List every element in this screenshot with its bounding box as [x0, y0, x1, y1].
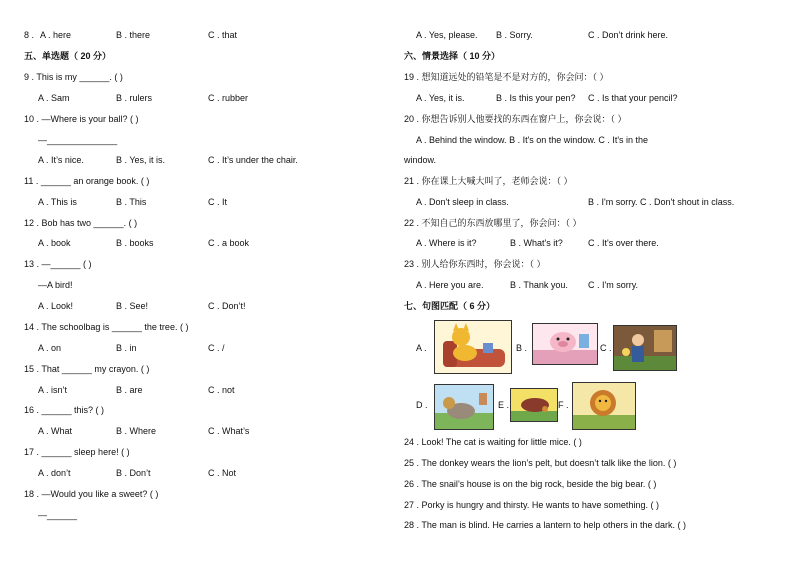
q11-option-a[interactable]: A . This is	[38, 197, 77, 207]
picture-e-bear-snail-image[interactable]	[510, 388, 558, 422]
q19-option-c[interactable]: C . Is that your pencil?	[588, 93, 678, 103]
q12-option-a[interactable]: A . book	[38, 238, 71, 248]
q10-option-c[interactable]: C . It’s under the chair.	[208, 155, 298, 165]
q14-option-a[interactable]: A . on	[38, 343, 62, 353]
q9-option-b[interactable]: B . rulers	[116, 93, 153, 103]
q16-text: 16 . ______ this? ( )	[24, 405, 105, 415]
q15-text: 15 . That ______ my crayon. ( )	[24, 364, 150, 374]
q21-option-a[interactable]: A . Don't sleep in class.	[416, 197, 509, 207]
donkey-illustration	[435, 385, 493, 429]
picture-a-cat-image[interactable]	[434, 320, 512, 374]
q18-answer-line: —______	[38, 510, 78, 520]
q16-option-a[interactable]: A . What	[38, 426, 73, 436]
q18-text: 18 . —Would you like a sweet? ( )	[24, 489, 159, 499]
q17-text: 17 . ______ sleep here! ( )	[24, 447, 130, 457]
q21-option-bc[interactable]: B . I'm sorry. C . Don't shout in class.	[588, 197, 735, 207]
q13-option-b[interactable]: B . See!	[116, 301, 149, 311]
picture-f-lion-image[interactable]	[572, 382, 636, 430]
q16-option-c[interactable]: C . What’s	[208, 426, 250, 436]
q9-option-c[interactable]: C . rubber	[208, 93, 249, 103]
q14-option-b[interactable]: B . in	[116, 343, 137, 353]
q23-text: 23 . 别人给你东西时，你会说：（ ）	[404, 259, 546, 269]
q12-text: 12 . Bob has two ______. ( )	[24, 218, 138, 228]
q9-option-a[interactable]: A . Sam	[38, 93, 70, 103]
q13-text: 13 . —______ ( )	[24, 259, 92, 269]
q18-option-c[interactable]: C . Don’t drink here.	[588, 30, 669, 40]
q8-option-a[interactable]: A . here	[40, 30, 72, 40]
q21-text: 21 . 你在课上大喊大叫了，老师会说：（ ）	[404, 176, 573, 186]
q8-option-b[interactable]: B . there	[116, 30, 151, 40]
section-7-heading: 七、句图匹配（ 6 分）	[404, 301, 496, 311]
lion-illustration	[573, 383, 635, 429]
q17-option-b[interactable]: B . Don’t	[116, 468, 151, 478]
q20-options-line[interactable]: A . Behind the window. B . It's on the window. C . It's in the	[416, 135, 649, 145]
cat-illustration	[435, 321, 511, 373]
picture-b-pig-image[interactable]	[532, 323, 598, 365]
q18-option-a[interactable]: A . Yes, please.	[416, 30, 478, 40]
picture-label-b: B .	[516, 343, 528, 353]
q22-option-c[interactable]: C . It's over there.	[588, 238, 659, 248]
q13-option-a[interactable]: A . Look!	[38, 301, 74, 311]
q11-text: 11 . ______ an orange book. ( )	[24, 176, 150, 186]
q20-text: 20 . 你想告诉别人他要找的东西在窗户上，你会说：（ ）	[404, 114, 627, 124]
bear-snail-illustration	[511, 389, 557, 421]
q17-option-c[interactable]: C . Not	[208, 468, 237, 478]
q9-text: 9 . This is my ______. ( )	[24, 72, 123, 82]
q22-text: 22 . 不知自己的东西放哪里了，你会问：（ ）	[404, 218, 582, 228]
picture-c-man-lantern-image[interactable]	[613, 325, 677, 371]
q14-text: 14 . The schoolbag is ______ the tree. ( )	[24, 322, 189, 332]
q15-option-a[interactable]: A . isn’t	[38, 385, 68, 395]
section-6-heading: 六、情景选择（ 10 分）	[404, 51, 501, 61]
q13-option-c[interactable]: C . Don’t!	[208, 301, 246, 311]
q24-text: 24 . Look! The cat is waiting for little mice. ( )	[404, 437, 582, 447]
picture-label-a: A .	[416, 343, 427, 353]
q19-option-a[interactable]: A . Yes, it is.	[416, 93, 465, 103]
picture-label-e: E .	[498, 400, 510, 410]
q26-text: 26 . The snail’s house is on the big rock, beside the big bear. ( )	[404, 479, 657, 489]
picture-label-f: F .	[558, 400, 569, 410]
q28-text: 28 . The man is blind. He carries a lantern to help others in the dark. ( )	[404, 520, 686, 530]
section-5-heading: 五、单选题（ 20 分）	[24, 51, 112, 61]
q23-option-b[interactable]: B . Thank you.	[510, 280, 568, 290]
pig-illustration	[533, 324, 597, 364]
q10-option-a[interactable]: A . It’s nice.	[38, 155, 84, 165]
q8-option-c[interactable]: C . that	[208, 30, 238, 40]
q12-option-b[interactable]: B . books	[116, 238, 154, 248]
q16-option-b[interactable]: B . Where	[116, 426, 157, 436]
q19-text: 19 . 想知道远处的铅笔是不是对方的，你会问：（ ）	[404, 72, 609, 82]
q27-text: 27 . Porky is hungry and thirsty. He wants to have something. ( )	[404, 500, 659, 510]
picture-label-d: D .	[416, 400, 428, 410]
man-lantern-illustration	[614, 326, 676, 370]
q14-option-c[interactable]: C . /	[208, 343, 225, 353]
q25-text: 25 . The donkey wears the lion’s pelt, but doesn’t talk like the lion. ( )	[404, 458, 677, 468]
q11-option-c[interactable]: C . It	[208, 197, 228, 207]
q23-option-c[interactable]: C . I'm sorry.	[588, 280, 639, 290]
q18-option-b[interactable]: B . Sorry.	[496, 30, 533, 40]
q8-number: 8 .	[24, 30, 35, 40]
q23-option-a[interactable]: A . Here you are.	[416, 280, 484, 290]
q11-option-b[interactable]: B . This	[116, 197, 147, 207]
q10-text: 10 . —Where is your ball? ( )	[24, 114, 139, 124]
q22-option-a[interactable]: A . Where is it?	[416, 238, 477, 248]
picture-d-donkey-image[interactable]	[434, 384, 494, 430]
picture-label-c: C .	[600, 343, 612, 353]
q15-option-b[interactable]: B . are	[116, 385, 143, 395]
q12-option-c[interactable]: C . a book	[208, 238, 250, 248]
q19-option-b[interactable]: B . Is this your pen?	[496, 93, 576, 103]
q15-option-c[interactable]: C . not	[208, 385, 235, 395]
q22-option-b[interactable]: B . What's it?	[510, 238, 563, 248]
q10-option-b[interactable]: B . Yes, it is.	[116, 155, 166, 165]
q17-option-a[interactable]: A . don’t	[38, 468, 71, 478]
q10-answer-line: —______________	[38, 135, 118, 145]
q13-answer-line: —A bird!	[38, 280, 73, 290]
q20-options-line2: window.	[404, 155, 437, 165]
